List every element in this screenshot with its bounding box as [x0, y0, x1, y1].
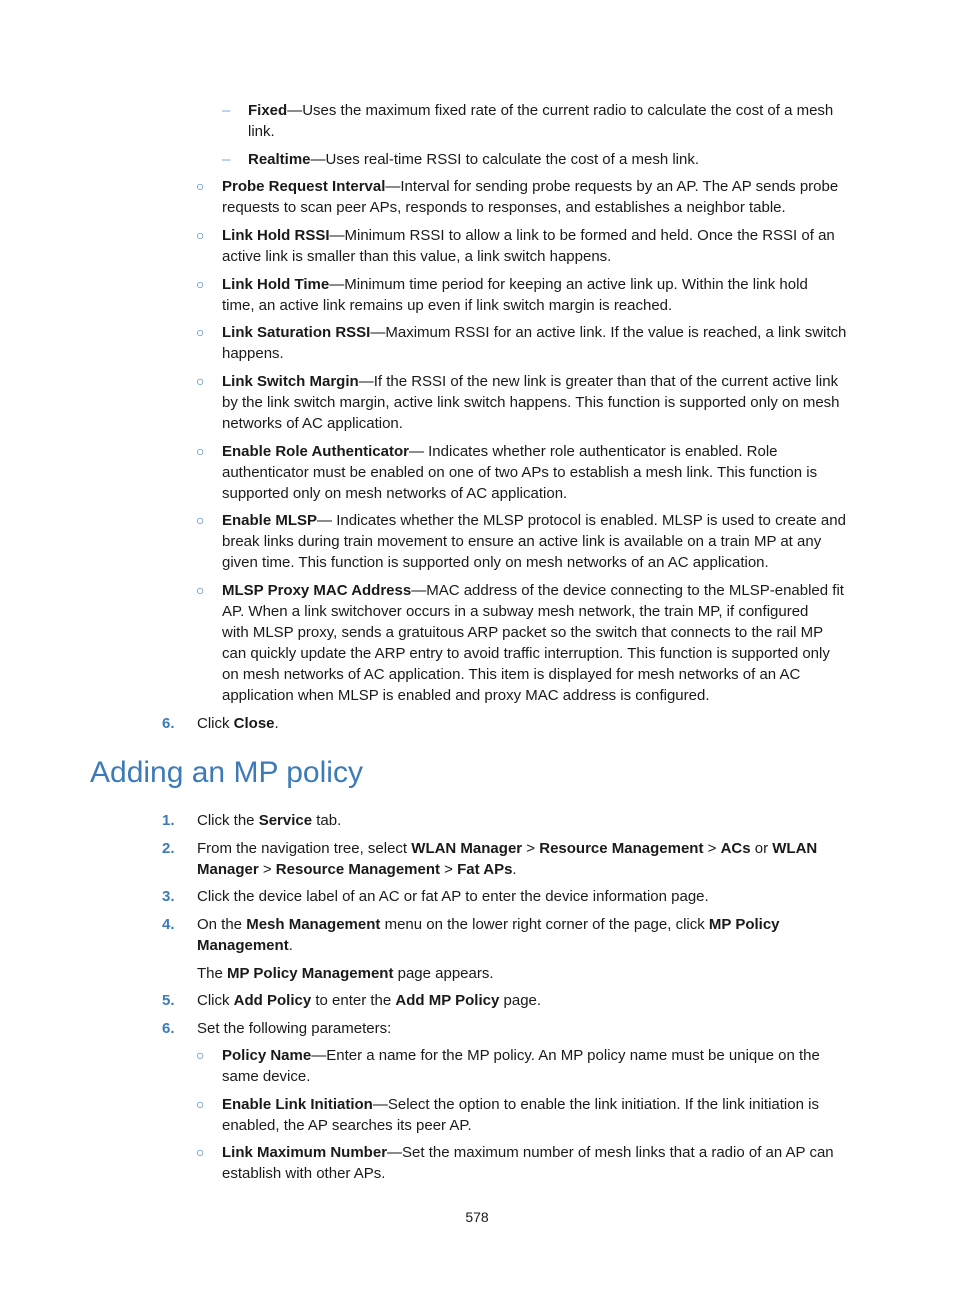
proxymac-line-3: with MLSP proxy, sends a gratuitous ARP packet so the switch that connects to the rail MP: [222, 624, 824, 641]
dash-bullet: –: [222, 151, 231, 168]
step-text: From the navigation tree, select: [197, 840, 412, 857]
term: Link Switch Margin: [222, 373, 359, 390]
desc: — Indicates whether the MLSP protocol is enabled. MLSP is used to create and: [317, 512, 846, 529]
holdtime-line: [222, 274, 808, 295]
separator: >: [440, 861, 458, 878]
holdrssi-line: [222, 225, 835, 246]
fixed-line: [248, 100, 833, 121]
menu-label: Fat APs: [457, 861, 513, 878]
proxymac-line-5: on mesh networks of AC application. This item is displayed for mesh networks of an AC: [222, 666, 801, 683]
service-label: Service: [258, 812, 313, 829]
roleauth-line-2: authenticator must be enabled on one of two APs to establish a mesh link. This function is: [222, 464, 818, 481]
separator: >: [522, 840, 540, 857]
step-text: Click: [197, 992, 234, 1009]
term: Link Maximum Number: [222, 1144, 388, 1161]
desc: —Enter a name for the MP policy. An MP policy name must be unique on the: [311, 1047, 820, 1064]
circle-bullet: ○: [196, 1144, 205, 1160]
term: Realtime: [248, 151, 311, 168]
step-number: 3.: [162, 888, 175, 905]
step-text: The: [197, 965, 228, 982]
mlsp-line-2: break links during train movement to ensure an active link is available on a train MP at any: [222, 533, 822, 550]
circle-bullet: ○: [196, 443, 205, 459]
page-number: 578: [465, 1209, 489, 1225]
step-number: 4.: [162, 916, 175, 933]
step-4: [197, 914, 780, 935]
step-text: to enter the: [311, 992, 396, 1009]
step-text: On the: [197, 916, 247, 933]
holdtime-line-2: time, an active link remains up even if link switch margin is reached.: [222, 297, 673, 314]
desc: —Interval for sending probe requests by an AP. The AP sends probe: [385, 178, 839, 195]
proxymac-line-2: AP. When a link switchover occurs in a subway mesh network, the train MP, if configured: [222, 603, 809, 620]
term: Enable MLSP: [222, 512, 318, 529]
saturation-line-2: happens.: [222, 345, 284, 362]
step-text: page.: [499, 992, 542, 1009]
step-2: [197, 838, 817, 859]
button-label: Add Policy: [233, 992, 312, 1009]
step-text: page appears.: [393, 965, 494, 982]
step-text: .: [512, 861, 517, 878]
step-number: 5.: [162, 992, 175, 1009]
dash-bullet: –: [222, 102, 231, 119]
step-6: Set the following parameters:: [197, 1020, 392, 1037]
proxymac-line-4: can quickly update the ARP entry to avoid traffic interruption. This function is supported only: [222, 645, 830, 662]
linkinit-line-2: enabled, the AP searches its peer AP.: [222, 1117, 472, 1134]
term: Probe Request Interval: [222, 178, 386, 195]
circle-bullet: ○: [196, 276, 205, 292]
policyname-line-2: same device.: [222, 1068, 311, 1085]
separator: >: [703, 840, 721, 857]
term: Link Hold RSSI: [222, 227, 330, 244]
section-heading: Adding an MP policy: [90, 756, 363, 789]
menu-label: Resource Management: [539, 840, 704, 857]
probe-line-2: requests to scan peer APs, responds to responses, and establishes a neighbor table.: [222, 199, 786, 216]
circle-bullet: ○: [196, 1096, 205, 1112]
separator: >: [258, 861, 276, 878]
term: MLSP Proxy MAC Address: [222, 582, 412, 599]
circle-bullet: ○: [196, 582, 205, 598]
step-number: 2.: [162, 840, 175, 857]
term: Link Saturation RSSI: [222, 324, 371, 341]
step-2-line-2: [197, 859, 517, 880]
menu-label: MP Policy: [708, 916, 780, 933]
linkmax-line: [222, 1142, 834, 1163]
close-label: Close: [233, 715, 275, 732]
roleauth-line-3: supported only on mesh networks of AC application.: [222, 485, 568, 502]
proxymac-line: [222, 580, 844, 601]
menu-label: WLAN: [772, 840, 818, 857]
menu-label: Manager: [197, 861, 259, 878]
menu-label: WLAN Manager: [411, 840, 523, 857]
step-3: Click the device label of an AC or fat AP to enter the device information page.: [197, 888, 709, 905]
desc: —Maximum RSSI for an active link. If the value is reached, a link switch: [370, 324, 847, 341]
page-label: MP Policy Management: [227, 965, 394, 982]
circle-bullet: ○: [196, 178, 205, 194]
term: Fixed: [248, 102, 288, 119]
holdrssi-line-2: active link is smaller than this value, a link switch happens.: [222, 248, 612, 265]
step-text: .: [288, 937, 293, 954]
circle-bullet: ○: [196, 324, 205, 340]
roleauth-line: [222, 441, 778, 462]
policyname-line: [222, 1045, 820, 1066]
circle-bullet: ○: [196, 1047, 205, 1063]
desc: —Set the maximum number of mesh links that a radio of an AP can: [387, 1144, 834, 1161]
step-text: or: [750, 840, 773, 857]
fixed-line-2: link.: [248, 123, 275, 140]
step-text: Click: [197, 715, 234, 732]
realtime-line: [248, 149, 699, 170]
term: Enable Link Initiation: [222, 1096, 373, 1113]
circle-bullet: ○: [196, 373, 205, 389]
desc: —Minimum RSSI to allow a link to be formed and held. Once the RSSI of an: [329, 227, 835, 244]
menu-label: Mesh Management: [246, 916, 381, 933]
page-label: Add MP Policy: [395, 992, 500, 1009]
step-text: tab.: [312, 812, 342, 829]
step-text: menu on the lower right corner of the page, click: [380, 916, 709, 933]
desc: — Indicates whether role authenticator is enabled. Role: [408, 443, 778, 460]
circle-bullet: ○: [196, 227, 205, 243]
mlsp-line-3: given time. This function is supported only on mesh networks of an AC application.: [222, 554, 769, 571]
desc: —Uses the maximum fixed rate of the current radio to calculate the cost of a mesh: [287, 102, 834, 119]
step-number: 6.: [162, 1020, 175, 1037]
margin-line-3: networks of AC application.: [222, 415, 403, 432]
step-4-note: [197, 963, 494, 984]
step-1: [197, 810, 341, 831]
margin-line-2: by the link switch margin, active link switch happens. This function is supported only on mesh: [222, 394, 840, 411]
term: Enable Role Authenticator: [222, 443, 409, 460]
step-5: [197, 990, 541, 1011]
desc: —If the RSSI of the new link is greater than that of the current active link: [358, 373, 839, 390]
saturation-line: [222, 322, 846, 343]
linkmax-line-2: establish with other APs.: [222, 1165, 386, 1182]
step-4-line-2: [197, 935, 293, 956]
mlsp-line: [222, 510, 846, 531]
term: Policy Name: [222, 1047, 312, 1064]
circle-bullet: ○: [196, 512, 205, 528]
desc: —MAC address of the device connecting to the MLSP-enabled fit: [411, 582, 844, 599]
probe-line: [222, 176, 838, 197]
step-number: 6.: [162, 715, 175, 732]
desc: —Minimum time period for keeping an active link up. Within the link hold: [329, 276, 808, 293]
margin-line: [222, 371, 838, 392]
step-number: 1.: [162, 812, 175, 829]
step-text: .: [274, 715, 279, 732]
step-text: Click the: [197, 812, 259, 829]
menu-label: Resource Management: [275, 861, 441, 878]
linkinit-line: [222, 1094, 819, 1115]
menu-label: Management: [197, 937, 289, 954]
desc: —Uses real-time RSSI to calculate the cost of a mesh link.: [310, 151, 700, 168]
step-click-close: [197, 713, 279, 734]
term: Link Hold Time: [222, 276, 330, 293]
menu-label: ACs: [720, 840, 751, 857]
proxymac-line-6: application when MLSP is enabled and proxy MAC address is configured.: [222, 687, 710, 704]
desc: —Select the option to enable the link initiation. If the link initiation is: [372, 1096, 819, 1113]
